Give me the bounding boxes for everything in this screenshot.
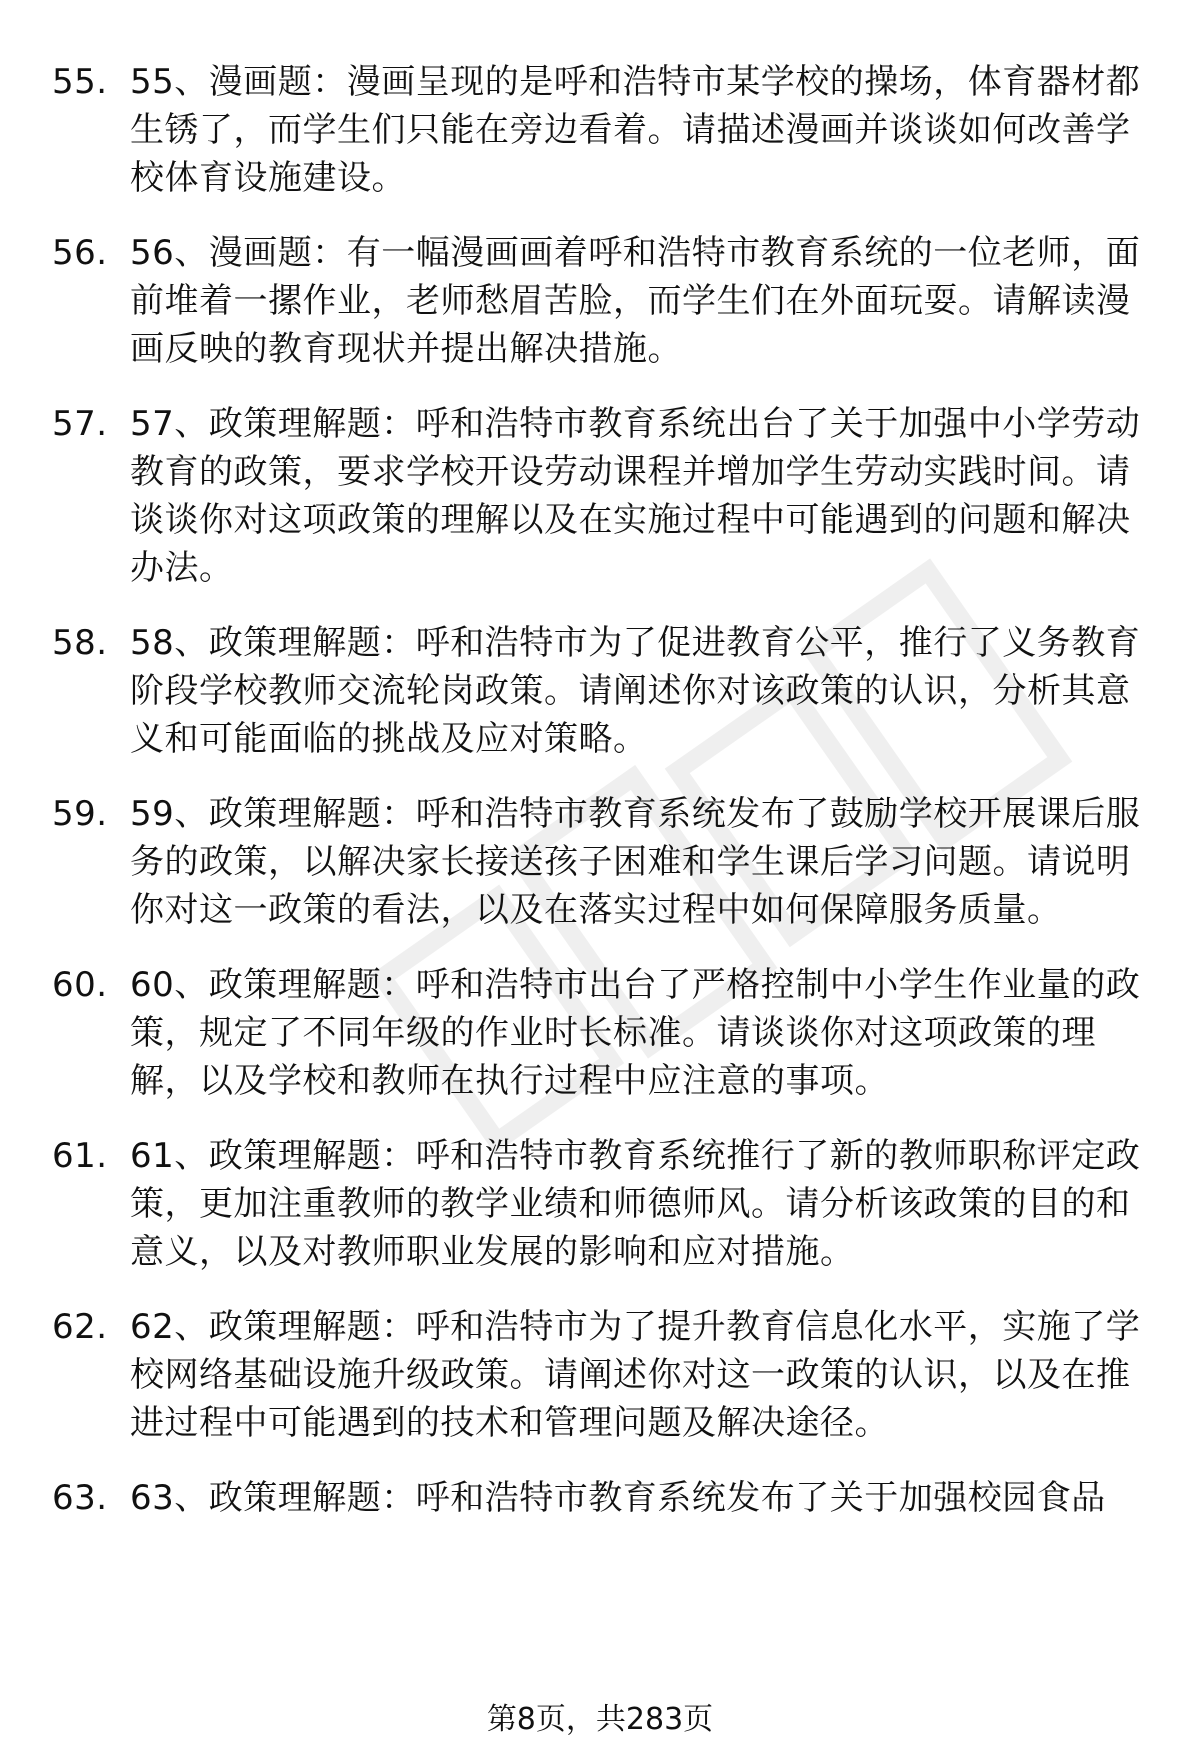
question-text: 59、政策理解题：呼和浩特市教育系统发布了鼓励学校开展课后服务的政策，以解决家长接送孩子困难和学生课后学习问题。请说明你对这一政策的看法，以及在落实过程中如何保障服务质量。 <box>130 794 1141 930</box>
question-item-55 <box>0 58 1200 202</box>
question-item-57 <box>0 400 1200 592</box>
question-item-56 <box>0 229 1200 373</box>
question-list <box>0 58 1200 1549</box>
question-number: 63. <box>52 1478 108 1518</box>
question-text: 57、政策理解题：呼和浩特市教育系统出台了关于加强中小学劳动教育的政策，要求学校开设劳动课程并增加学生劳动实践时间。请谈谈你对这项政策的理解以及在实施过程中可能遇到的问题和解决办法。 <box>130 404 1141 588</box>
question-number: 55. <box>52 62 108 102</box>
question-number: 58. <box>52 623 108 663</box>
question-item-60 <box>0 961 1200 1105</box>
question-number: 62. <box>52 1307 108 1347</box>
question-text: 56、漫画题：有一幅漫画画着呼和浩特市教育系统的一位老师，面前堆着一摞作业，老师愁眉苦脸，而学生们在外面玩耍。请解读漫画反映的教育现状并提出解决措施。 <box>130 233 1141 369</box>
question-item-63 <box>0 1474 1200 1522</box>
question-item-62 <box>0 1303 1200 1447</box>
question-text: 60、政策理解题：呼和浩特市出台了严格控制中小学生作业量的政策，规定了不同年级的作业时长标准。请谈谈你对这项政策的理解，以及学校和教师在执行过程中应注意的事项。 <box>130 965 1141 1101</box>
question-text: 63、政策理解题：呼和浩特市教育系统发布了关于加强校园食品 <box>130 1478 1106 1518</box>
page-footer: 第8页，共283页 <box>486 1702 714 1737</box>
question-number: 61. <box>52 1136 108 1176</box>
question-text: 62、政策理解题：呼和浩特市为了提升教育信息化水平，实施了学校网络基础设施升级政策。请阐述你对这一政策的认识，以及在推进过程中可能遇到的技术和管理问题及解决途径。 <box>130 1307 1141 1443</box>
question-number: 60. <box>52 965 108 1005</box>
question-text: 58、政策理解题：呼和浩特市为了促进教育公平，推行了义务教育阶段学校教师交流轮岗政策。请阐述你对该政策的认识，分析其意义和可能面临的挑战及应对策略。 <box>130 623 1141 759</box>
question-text: 61、政策理解题：呼和浩特市教育系统推行了新的教师职称评定政策，更加注重教师的教学业绩和师德师风。请分析该政策的目的和意义，以及对教师职业发展的影响和应对措施。 <box>130 1136 1141 1272</box>
question-item-58 <box>0 619 1200 763</box>
question-number: 57. <box>52 404 108 444</box>
question-item-59 <box>0 790 1200 934</box>
question-text: 55、漫画题：漫画呈现的是呼和浩特市某学校的操场，体育器材都生锈了，而学生们只能在旁边看着。请描述漫画并谈谈如何改善学校体育设施建设。 <box>130 62 1141 198</box>
question-number: 59. <box>52 794 108 834</box>
question-number: 56. <box>52 233 108 273</box>
question-item-61 <box>0 1132 1200 1276</box>
